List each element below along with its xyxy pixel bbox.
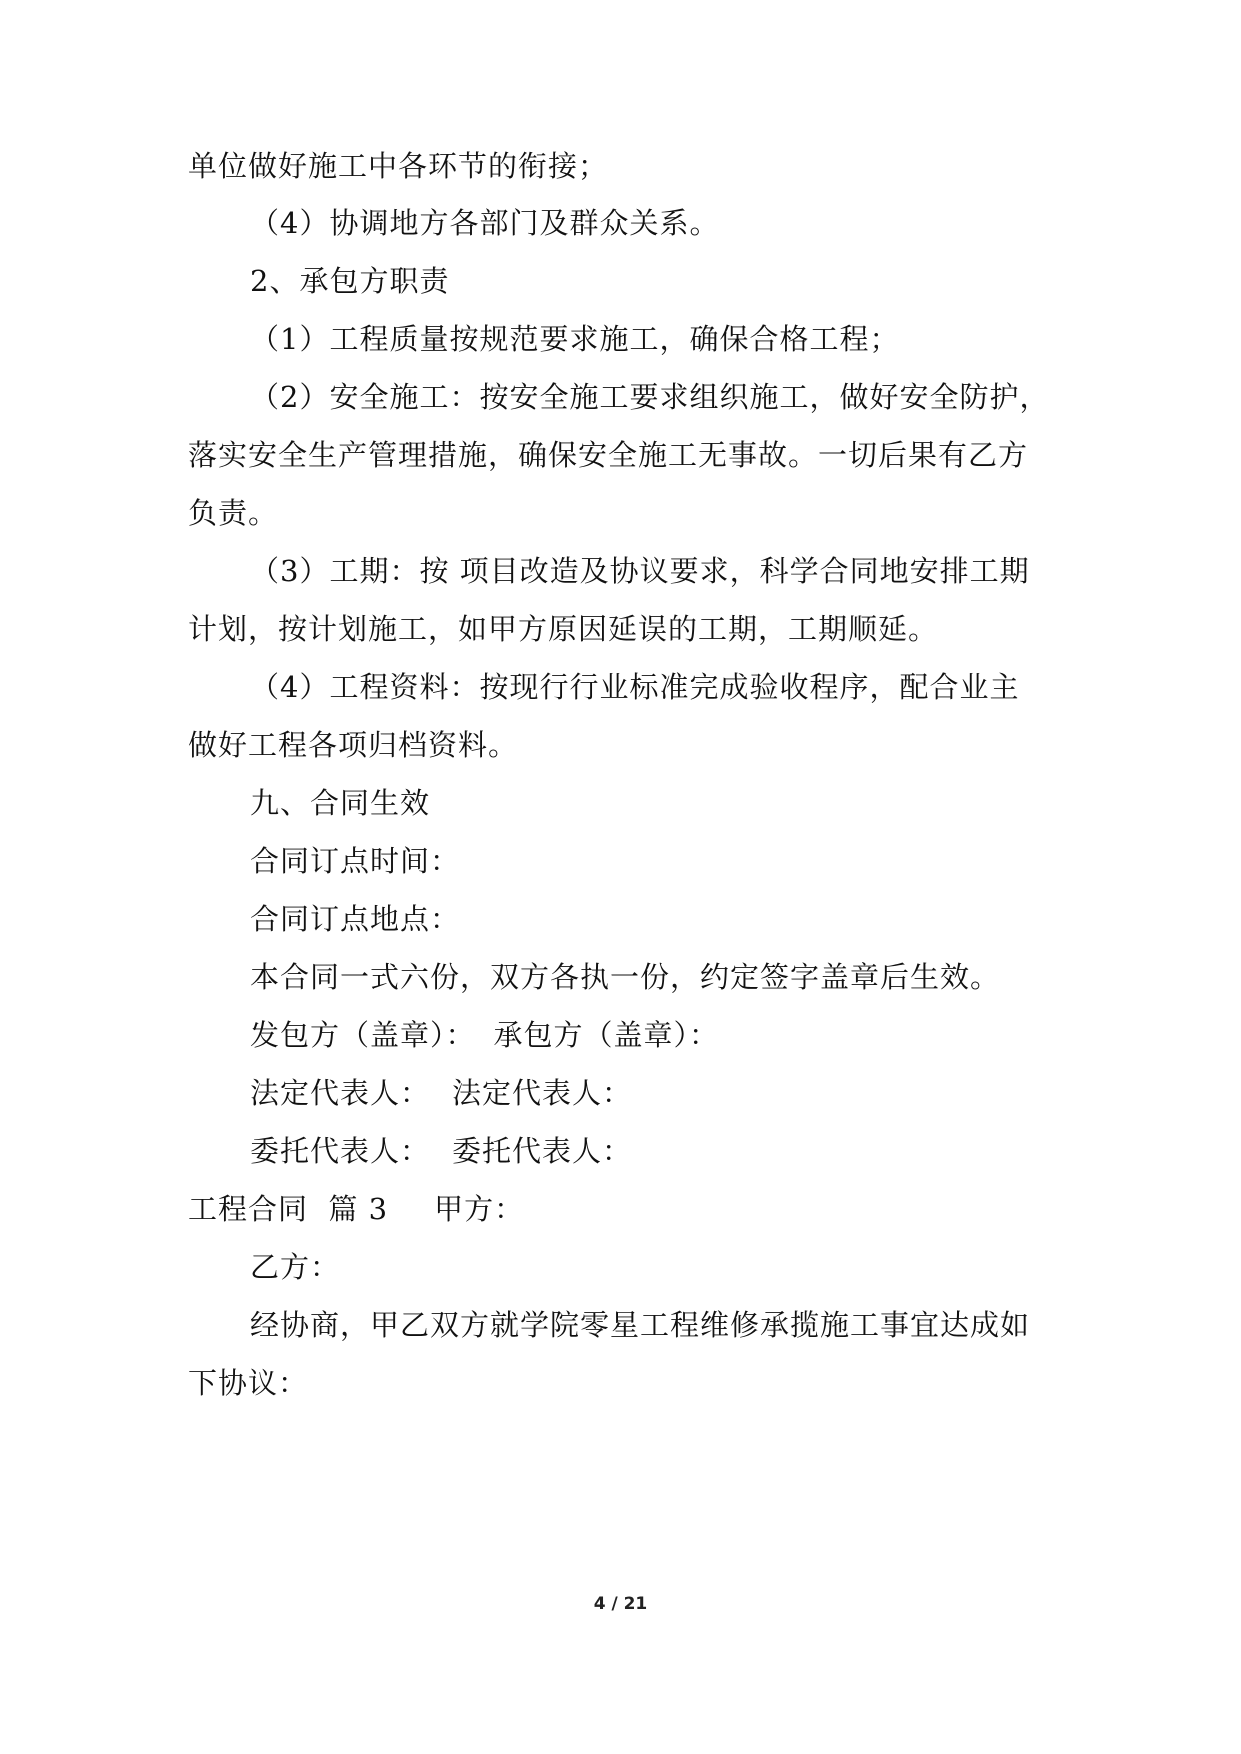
agent-line xyxy=(250,1131,632,1171)
section-heading: 九、合同生效 xyxy=(250,786,431,820)
issuer-seal-label: 发包方（盖章）： xyxy=(250,1018,476,1052)
paragraph-line: 落实安全生产管理措施，确保安全施工无事故。一切后果有乙方 xyxy=(188,438,1029,472)
legal-rep-b-label: 法定代表人： xyxy=(452,1076,633,1110)
paragraph-line: 计划，按计划施工，如甲方原因延误的工期，工期顺延。 xyxy=(188,612,939,646)
paragraph-line: （4）工程资料：按现行行业标准完成验收程序，配合业主 xyxy=(250,670,1020,704)
paragraph-line: 负责。 xyxy=(188,496,279,530)
contract-date-line: 合同订点时间： xyxy=(250,844,461,878)
paragraph-line: 做好工程各项归档资料。 xyxy=(188,728,519,762)
legal-rep-a-label: 法定代表人： xyxy=(250,1076,431,1110)
paragraph-line: 经协商，甲乙双方就学院零星工程维修承揽施工事宜达成如 xyxy=(250,1308,1031,1342)
paragraph-line: （4）协调地方各部门及群众关系。 xyxy=(250,206,720,240)
agent-a-label: 委托代表人： xyxy=(250,1134,431,1168)
section3-heading: 工程合同 篇 3 xyxy=(188,1192,389,1226)
section-heading: 2、承包方职责 xyxy=(250,264,450,298)
contract-place-line: 合同订点地点： xyxy=(250,902,461,936)
contractor-seal-label: 承包方（盖章）： xyxy=(493,1018,720,1052)
seal-line xyxy=(250,1015,719,1055)
section3-heading-line xyxy=(188,1189,524,1229)
paragraph-line: 本合同一式六份，双方各执一份，约定签字盖章后生效。 xyxy=(250,960,1001,994)
paragraph-line: （2）安全施工：按安全施工要求组织施工，做好安全防护， xyxy=(250,380,1050,414)
legal-rep-line xyxy=(250,1073,632,1113)
page-number: 4 / 21 xyxy=(593,1594,648,1614)
paragraph-line: （1）工程质量按规范要求施工，确保合格工程； xyxy=(250,322,900,356)
paragraph-line: （3）工期：按 项目改造及协议要求，科学合同地安排工期 xyxy=(250,554,1030,588)
paragraph-line: 单位做好施工中各环节的衔接； xyxy=(188,149,609,183)
party-b-label: 乙方： xyxy=(250,1250,341,1284)
agent-b-label: 委托代表人： xyxy=(452,1134,633,1168)
paragraph-line: 下协议： xyxy=(188,1366,309,1400)
party-a-label: 甲方： xyxy=(434,1192,525,1226)
